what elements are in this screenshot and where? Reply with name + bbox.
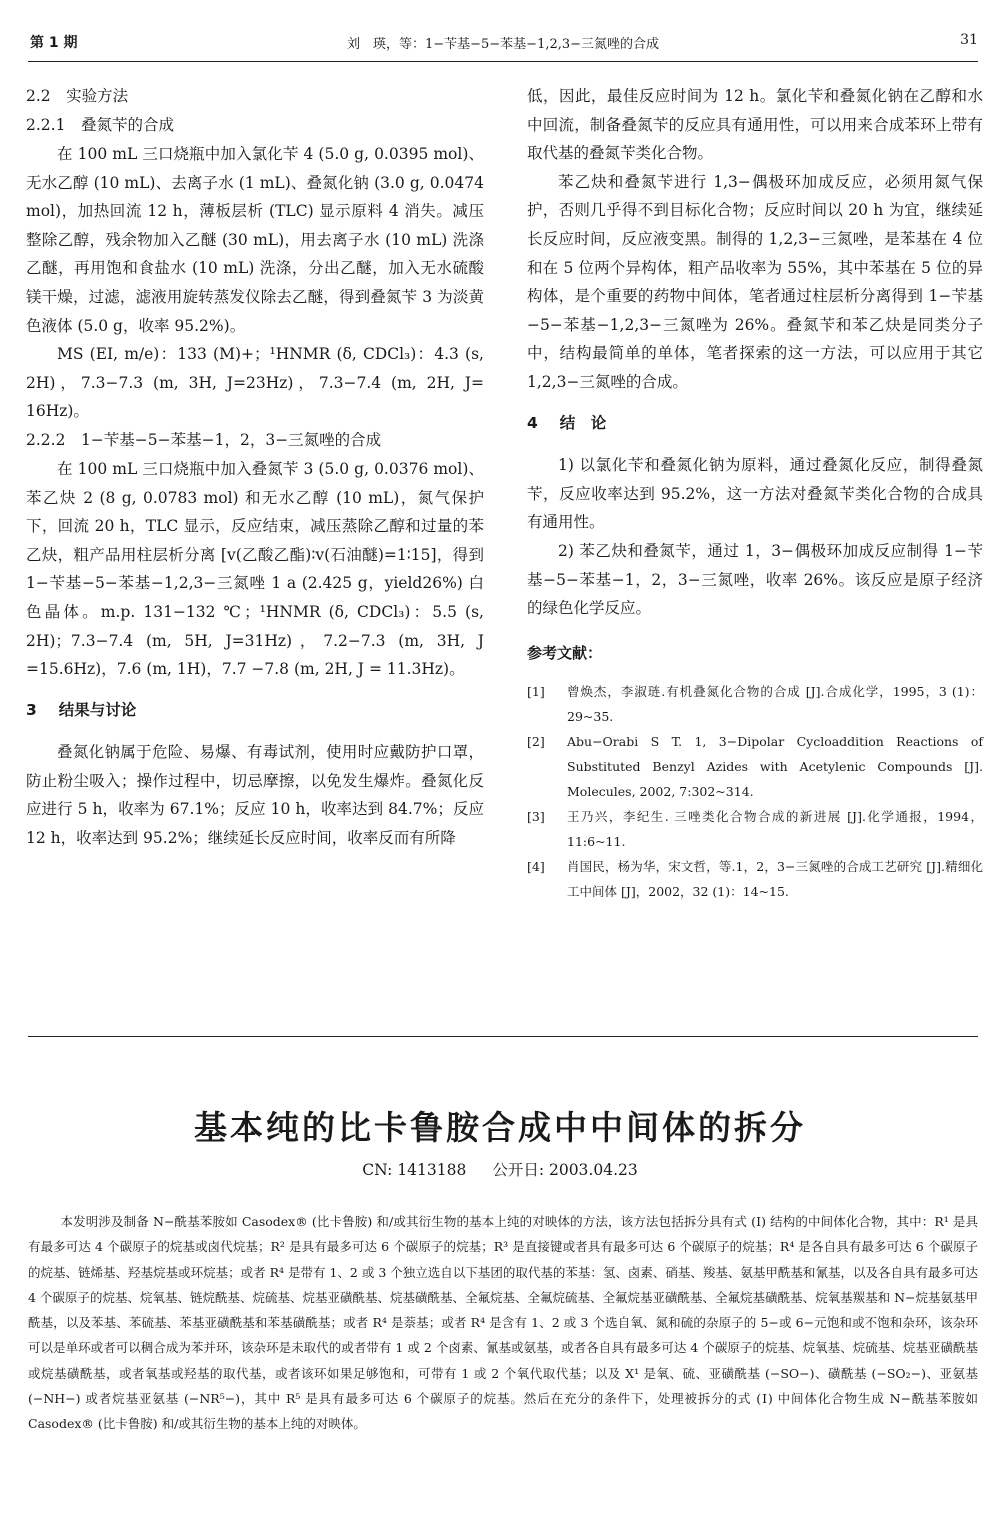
reference-text: 王乃兴，李纪生. 三唑类化合物合成的新进展 [J].化学通报，1994，11:6~11. [567,809,983,850]
section-heading-2-2: 2.2 实验方法 [26,87,129,105]
running-title: 刘 瑛，等：1−苄基−5−苯基−1,2,3−三氮唑的合成 [346,37,660,52]
paragraph-triazole-synthesis: 在 100 mL 三口烧瓶中加入叠氮苄 3 (5.0 g, 0.0376 mol)、苯乙炔 2 (8 g, 0.0783 mol) 和无水乙醇 (10 mL)，氮气保护下，回流 20 h，TLC 显示，反应结束，减压蒸除乙醇和过量的苯乙炔，粗产品用柱层析分离 [v(乙酸乙酯)∶v(石油醚)=1∶15]，得到 1−苄基−5−苯基−1,2,3−三氮唑 1 a (2.425 g，yield26%) 白色晶体。m.p. 131−132 ℃；¹HNMR (δ, CDCl₃)：5.5 (s, 2H)；7.3−7.4 (m, 5H, J=31Hz)，7.2−7.3 (m, 3H, J =15.6Hz)，7.6 (m, 1H)，7.7 −7.8 (m, 2H, J = 11.3Hz)。 [26,459,484,679]
running-header [28,26,978,62]
reference-item [527,804,983,854]
reference-text: Abu−Orabi S T. 1, 3−Dipolar Cycloaddition Reactions of Substituted Benzyl Azides with Acetylenic Compounds [J]. Molecules, 2002, 7:302~314. [567,734,983,800]
paragraph-cycloaddition: 苯乙炔和叠氮苄进行 1,3−偶极环加成反应，必须用氮气保护，否则几乎得不到目标化合物；反应时间以 20 h 为宜，继续延长反应时间，反应液变黑。制得的 1,2,3−三氮唑，是苯基在 4 位和在 5 位两个异构体，粗产品收率为 55%，其中苯基在 5 位的异构体，是个重要的药物中间体，笔者通过柱层析分离得到 1−苄基−5−苯基−1,2,3−三氮唑为 26%。叠氮苄和苯乙炔是同类分子中，结构最简单的单体，笔者探索的这一方法，可以应用于其它 1,2,3−三氮唑的合成。 [527,172,983,391]
section-title: 结果与讨论 [58,700,137,719]
section-number: 4 [527,413,538,432]
reference-text: 曾焕杰，李淑琏.有机叠氮化合物的合成 [J].合成化学，1995，3 (1)：29~35. [567,684,983,725]
conclusion-item: 2) 苯乙炔和叠氮苄，通过 1，3−偶极环加成反应制得 1−苄基−5−苯基−1，2，3−三氮唑，收率 26%。该反应是原子经济的绿色化学反应。 [527,541,983,618]
section-heading-2-2-1: 2.2.1 叠氮苄的合成 [26,116,174,134]
references-heading: 参考文献： [527,643,603,662]
section-number: 3 [26,700,37,719]
paragraph-continued: 低，因此，最佳反应时间为 12 h。氯化苄和叠氮化钠在乙醇和水中回流，制备叠氮苄的反应具有通用性，可以用来合成苯环上带有取代基的叠氮苄类化合物。 [527,87,983,163]
conclusion-item: 1) 以氯化苄和叠氮化钠为原料，通过叠氮化反应，制得叠氮苄，反应收率达到 95.2%，这一方法对叠氮苄类化合物的合成具有通用性。 [527,456,983,532]
patent-number: CN: 1413188 [362,1161,467,1179]
reference-item [527,729,983,804]
section-title: 结 论 [559,413,607,432]
patent-meta [0,1158,1000,1180]
reference-text: 肖国民，杨为华，宋文哲，等.1，2，3−三氮唑的合成工艺研究 [J].精细化工中间体 [J]，2002，32 (1)：14~15. [567,859,983,900]
patent-publication-date: 公开日: 2003.04.23 [492,1161,638,1179]
paragraph-results-discussion: 叠氮化钠属于危险、易爆、有毒试剂，使用时应戴防护口罩，防止粉尘吸入；操作过程中，切忌摩擦，以免发生爆炸。叠氮化反应进行 5 h，收率为 67.1%；反应 10 h，收率达到 84.7%；反应 12 h，收率达到 95.2%；继续延长反应时间，收率反而有所降 [26,743,484,848]
paragraph-spectral-data: MS (EI, m/e)：133 (M)+；¹HNMR (δ, CDCl₃)：4.3 (s, 2H)，7.3−7.3 (m, 3H, J=23Hz)，7.3−7.4 (m, 2H, J= 16Hz)。 [26,345,484,421]
reference-number: [3] [527,809,545,825]
issue-number: 第 1 期 [30,35,78,51]
section-heading-3 [26,696,484,725]
reference-number: [1] [527,684,545,700]
reference-item [527,854,983,904]
reference-number: [4] [527,859,545,875]
page-number: 31 [960,32,978,48]
section-heading-2-2-2: 2.2.2 1−苄基−5−苯基−1，2，3−三氮唑的合成 [26,430,382,449]
patent-title: 基本纯的比卡鲁胺合成中中间体的拆分 [194,1108,806,1147]
reference-number: [2] [527,734,545,750]
paragraph-benzyl-azide-synthesis: 在 100 mL 三口烧瓶中加入氯化苄 4 (5.0 g, 0.0395 mol)、无水乙醇 (10 mL)、去离子水 (1 mL)、叠氮化钠 (3.0 g, 0.0474 mol)，加热回流 12 h，薄板层析 (TLC) 显示原料 4 消失。减压整除乙醇，残余物加入乙醚 (30 mL)，用去离子水 (10 mL) 洗涤乙醚，再用饱和食盐水 (10 mL) 洗涤，分出乙醚，加入无水硫酸镁干燥，过滤，滤液用旋转蒸发仪除去乙醚，得到叠氮苄 3 为淡黄色液体 (5.0 g，收率 95.2%)。 [26,145,484,335]
section-heading-4 [527,409,983,438]
right-column [527,82,983,904]
left-column [26,82,484,853]
reference-item [527,679,983,729]
section-divider [28,1036,978,1037]
patent-abstract: 本发明涉及制备 N−酰基苯胺如 Casodex® (比卡鲁胺) 和/或其衍生物的基本上纯的对映体的方法，该方法包括拆分具有式 (Ⅰ) 结构的中间体化合物，其中：R¹ 是具有最多可达 4 个碳原子的烷基或卤代烷基；R² 是具有最多可达 6 个碳原子的烷基；R³ 是直接键或者具有最多可达 6 个碳原子的烷基；R⁴ 是各自具有最多可达 6 个碳原子的烷基、链烯基、羟基烷基或环烷基；或者 R⁴ 是带有 1、2 或 3 个独立选自以下基团的取代基的苯基：氢、卤素、硝基、羧基、氨基甲酰基和氰基，以及各自具有最多可达 4 个碳原子的烷基、烷氧基、链烷酰基、烷硫基、烷基亚磺酰基、烷基磺酰基、全氟烷基、全氟烷硫基、全氟烷基亚磺酰基、全氟烷基磺酰基、烷氧基羰基和 N−烷基氨基甲酰基，以及苯基、苯硫基、苯基亚磺酰基和苯基磺酰基；或者 R⁴ 是萘基；或者 R⁴ 是含有 1、2 或 3 个选自氧、氮和硫的杂原子的 5−或 6−元饱和或不饱和杂环，该杂环可以是单环或者可以稠合成为苯并环，该杂环是未取代的或者带有 1 或 2 个卤素、氰基或氨基，或者各自具有最多可达 4 个碳原子的烷基、烷氧基、烷硫基、烷基亚磺酰基或烷基磺酰基，或者氧基或羟基的取代基，或者该环如果足够饱和，可带有 1 或 2 个氧代取代基；以及 X¹ 是氧、硫、亚磺酰基 (−SO−)、磺酰基 (−SO₂−)、亚氨基 (−NH−) 或者烷基亚氨基 (−NR⁵−)，其中 R⁵ 是具有最多可达 6 个碳原子的烷基。然后在充分的条件下，处理被拆分的式 (Ⅰ) 中间体化合物生成 N−酰基苯胺如 Casodex® (比卡鲁胺) 和/或其衍生物的基本上纯的对映体。 [28,1214,978,1432]
